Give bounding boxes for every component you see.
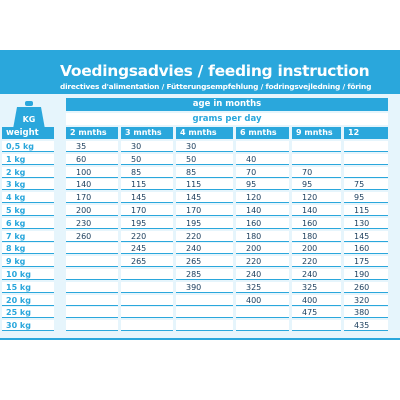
table-cell [66,243,118,254]
table-cell: 130 [344,218,388,229]
table-cell: 240 [236,269,289,280]
table-cell: 400 [236,295,289,306]
column-header: 9 mnths [292,127,341,139]
table-cell [121,282,173,293]
table-cell: 285 [176,269,233,280]
table-cell [66,320,118,331]
weight-cell: 25 kg [2,307,54,318]
table-cell [66,282,118,293]
table-cell: 220 [176,231,233,242]
weight-cell: 30 kg [2,320,54,331]
table-cell [176,307,233,318]
table-cell: 115 [121,179,173,190]
grams-header: grams per day [66,113,388,125]
table-cell: 120 [292,192,341,203]
table-cell: 85 [121,167,173,178]
table-cell [121,269,173,280]
table-cell: 100 [66,167,118,178]
table-cell [121,320,173,331]
table-cell: 220 [236,256,289,267]
age-header: age in months [66,98,388,111]
table-cell [121,307,173,318]
table-cell [236,141,289,152]
table-cell: 190 [344,269,388,280]
table-cell [121,295,173,306]
weight-cell: 1 kg [2,154,54,165]
table-cell: 230 [66,218,118,229]
table-cell: 160 [236,218,289,229]
table-cell: 145 [344,231,388,242]
table-cell: 95 [236,179,289,190]
table-cell: 265 [176,256,233,267]
weight-cell: 8 kg [2,243,54,254]
table-cell [66,269,118,280]
table-cell: 85 [176,167,233,178]
weight-cell: 3 kg [2,179,54,190]
weight-cell: 9 kg [2,256,54,267]
table-cell: 245 [121,243,173,254]
table-cell [236,307,289,318]
weight-cell: 10 kg [2,269,54,280]
table-cell: 50 [121,154,173,165]
weight-cell: 20 kg [2,295,54,306]
table-cell: 325 [236,282,289,293]
weight-kg-icon [12,100,46,130]
table-cell [66,256,118,267]
table-cell: 200 [236,243,289,254]
weight-header: weight [2,127,54,139]
table-cell: 170 [66,192,118,203]
table-cell: 265 [121,256,173,267]
table-cell [236,320,289,331]
table-cell: 260 [66,231,118,242]
table-cell: 95 [344,192,388,203]
table-cell [292,154,341,165]
table-cell: 35 [66,141,118,152]
table-cell [176,320,233,331]
table-cell: 240 [292,269,341,280]
kg-icon-label: KG [22,115,36,124]
table-cell: 195 [121,218,173,229]
table-cell: 160 [344,243,388,254]
table-cell: 115 [344,205,388,216]
weight-cell: 7 kg [2,231,54,242]
table-cell: 115 [176,179,233,190]
table-cell: 400 [292,295,341,306]
page-subtitle: directives d'alimentation / Fütterungsempfehlung / fodringsvejledning / föring [60,82,372,91]
table-cell: 145 [176,192,233,203]
table-cell [66,295,118,306]
table-cell: 195 [176,218,233,229]
table-cell: 220 [121,231,173,242]
table-cell: 50 [176,154,233,165]
table-cell: 120 [236,192,289,203]
table-cell: 200 [66,205,118,216]
table-cell: 140 [66,179,118,190]
table-cell: 70 [292,167,341,178]
table-cell: 140 [236,205,289,216]
table-cell: 75 [344,179,388,190]
table-cell [344,141,388,152]
table-cell: 175 [344,256,388,267]
table-cell: 160 [292,218,341,229]
table-cell: 320 [344,295,388,306]
table-cell [176,295,233,306]
table-cell: 40 [236,154,289,165]
table-cell: 475 [292,307,341,318]
column-header: 4 mnths [176,127,233,139]
table-cell: 30 [121,141,173,152]
page-title: Voedingsadvies / feeding instruction [60,62,370,80]
table-cell [292,320,341,331]
weight-cell: 0,5 kg [2,141,54,152]
table-cell: 170 [176,205,233,216]
weight-cell: 6 kg [2,218,54,229]
table-cell: 390 [176,282,233,293]
weight-cell: 5 kg [2,205,54,216]
table-cell: 435 [344,320,388,331]
table-cell: 180 [236,231,289,242]
table-cell: 145 [121,192,173,203]
table-cell: 325 [292,282,341,293]
column-header: 2 mnths [66,127,118,139]
table-cell: 220 [292,256,341,267]
table-cell: 60 [66,154,118,165]
table-cell: 95 [292,179,341,190]
table-cell: 170 [121,205,173,216]
column-header: 6 mnths [236,127,289,139]
table-cell [66,307,118,318]
column-header: 12 [344,127,388,139]
table-cell: 140 [292,205,341,216]
table-cell: 70 [236,167,289,178]
column-header: 3 mnths [121,127,173,139]
table-cell: 180 [292,231,341,242]
table-cell: 200 [292,243,341,254]
weight-cell: 2 kg [2,167,54,178]
table-cell: 30 [176,141,233,152]
weight-cell: 15 kg [2,282,54,293]
table-cell [344,154,388,165]
weight-cell: 4 kg [2,192,54,203]
table-cell: 240 [176,243,233,254]
table-cell [344,167,388,178]
table-cell: 260 [344,282,388,293]
table-cell [292,141,341,152]
table-cell: 380 [344,307,388,318]
